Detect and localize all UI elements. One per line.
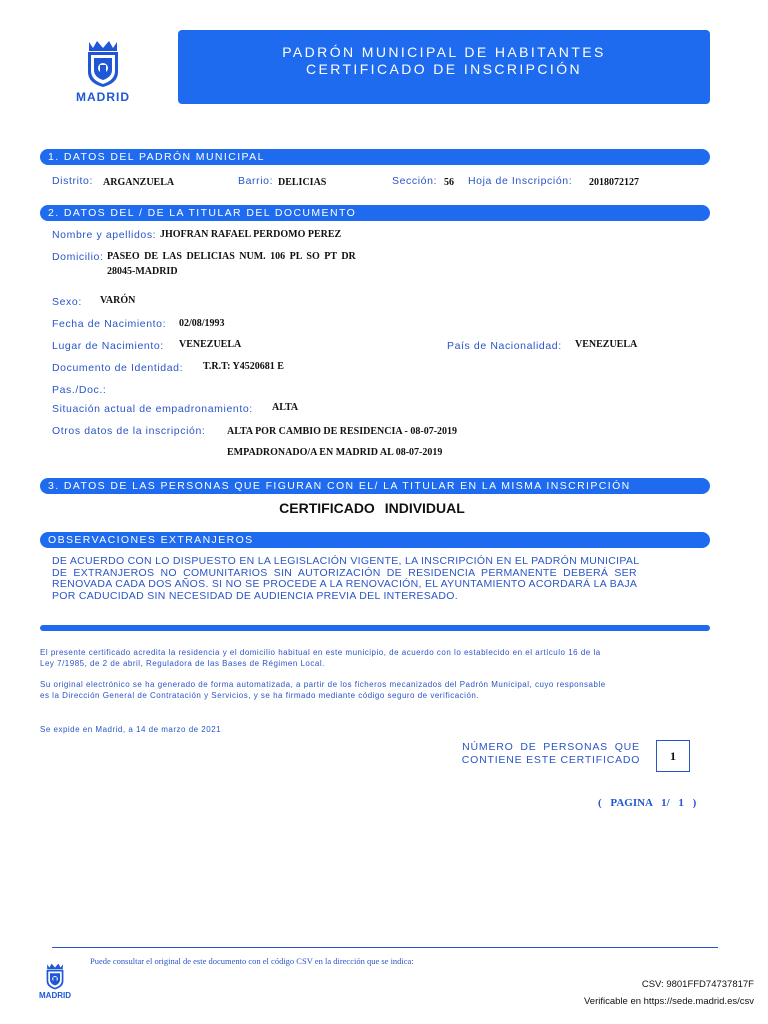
document-header (178, 30, 710, 104)
barrio-label: Barrio: (238, 175, 274, 187)
pasdoc-label: Pas./Doc.: (52, 384, 107, 396)
header-title: PADRÓN MUNICIPAL DE HABITANTES (282, 44, 606, 60)
situacion-label: Situación actual de empadronamiento: (52, 403, 253, 415)
personas-label-line2: CONTIENE ESTE CERTIFICADO (461, 754, 641, 766)
distrito-label: Distrito: (52, 175, 93, 187)
footer-logo (36, 962, 74, 1002)
domicilio-line1: PASEO DE LAS DELICIAS NUM. 106 PL SO PT DR (107, 251, 356, 262)
personas-label (455, 741, 647, 767)
situacion-value: ALTA (272, 402, 299, 413)
logo-text: MADRID (76, 90, 130, 104)
hoja-label: Hoja de Inscripción: (468, 175, 573, 187)
legal-p2-line2: es la Dirección General de Contratación y Servicios, y se ha firmado mediante código seguro de verificación. (40, 691, 480, 700)
nombre-label: Nombre y apellidos: (52, 229, 157, 241)
legal-p1-line2: Ley 7/1985, de 2 de abril, Reguladora de las Bases de Régimen Local. (40, 659, 325, 668)
lugar-label: Lugar de Nacimiento: (52, 340, 164, 352)
nombre-value: JHOFRAN RAFAEL PERDOMO PEREZ (160, 229, 342, 240)
madrid-crest-small-icon (36, 962, 74, 990)
distrito-value: ARGANZUELA (103, 177, 175, 188)
documento-label: Documento de Identidad: (52, 362, 184, 374)
otros-label: Otros datos de la inscripción: (52, 425, 206, 437)
csv-code: CSV: 9801FFD74737817F (641, 979, 754, 990)
fecha-label: Fecha de Nacimiento: (52, 318, 167, 330)
obs-line1: DE ACUERDO CON LO DISPUESTO EN LA LEGISLACIÓN VIGENTE, LA INSCRIPCIÓN EN EL PADRÓN MUNICIPAL (52, 555, 640, 567)
certificado-individual: CERTIFICADO INDIVIDUAL (279, 500, 465, 516)
otros-line1: ALTA POR CAMBIO DE RESIDENCIA - 08-07-2019 (227, 426, 458, 437)
observaciones-bar: OBSERVACIONES EXTRANJEROS (40, 532, 710, 548)
otros-line2: EMPADRONADO/A EN MADRID AL 08-07-2019 (227, 447, 443, 458)
legal-p2-line1: Su original electrónico se ha generado de forma automatizada, a partir de los ficheros mecanizados del Padrón Municipal, cuyo responsable (40, 680, 606, 689)
sexo-label: Sexo: (52, 296, 82, 308)
divider-bar (40, 625, 710, 631)
documento-value: T.R.T: Y4520681 E (203, 361, 284, 372)
legal-paragraph-2 (40, 679, 720, 701)
observaciones-text (52, 556, 662, 602)
domicilio-label: Domicilio: (52, 251, 104, 263)
fecha-value: 02/08/1993 (179, 318, 225, 329)
legal-p1-line1: El presente certificado acredita la residencia y el domicilio habitual en este municipio, de acuerdo con lo establecido en el artículo 16 de la (40, 648, 601, 657)
lugar-value: VENEZUELA (179, 339, 242, 350)
barrio-value: DELICIAS (278, 177, 327, 188)
personas-count: 1 (656, 740, 690, 772)
footer-consulta: Puede consultar el original de este documento con el código CSV en la dirección que se indica: (90, 956, 414, 966)
personas-label-line1: NÚMERO DE PERSONAS QUE (462, 741, 640, 753)
pais-value: VENEZUELA (575, 339, 638, 350)
footer-logo-text: MADRID (39, 991, 71, 1000)
section2-bar: 2. DATOS DEL / DE LA TITULAR DEL DOCUMENTO (40, 205, 710, 221)
sexo-value: VARÓN (100, 295, 136, 306)
legal-paragraph-1 (40, 647, 720, 669)
obs-line3: RENOVADA CADA DOS AÑOS. SI NO SE PROCEDE A LA RENOVACIÓN, EL AYUNTAMIENTO ACORDARÁ LA BAJA (52, 578, 638, 590)
seccion-label: Sección: (392, 175, 438, 187)
footer-divider (52, 947, 718, 948)
verificable-url[interactable]: Verificable en https://sede.madrid.es/csv (583, 996, 754, 1007)
expide-text: Se expide en Madrid, a 14 de marzo de 2021 (40, 725, 222, 734)
domicilio-line2: 28045-MADRID (107, 266, 178, 277)
pais-label: País de Nacionalidad: (447, 340, 562, 352)
seccion-value: 56 (444, 177, 454, 188)
obs-line4: POR CADUCIDAD SIN NECESIDAD DE AUDIENCIA PREVIA DEL INTERESADO. (52, 589, 458, 602)
page-indicator: ( PAGINA 1/ 1 ) (598, 797, 697, 809)
hoja-value: 2018072127 (589, 177, 639, 188)
madrid-logo (70, 38, 136, 108)
obs-line2: DE EXTRANJEROS NO COMUNITARIOS SIN AUTORIZACIÓN DE RESIDENCIA PERMANENTE DEBERÁ SER (52, 566, 637, 579)
section1-bar: 1. DATOS DEL PADRÓN MUNICIPAL (40, 149, 710, 165)
header-subtitle: CERTIFICADO DE INSCRIPCIÓN (305, 61, 583, 77)
madrid-crest-icon (70, 38, 136, 88)
section3-bar: 3. DATOS DE LAS PERSONAS QUE FIGURAN CON EL/ LA TITULAR EN LA MISMA INSCRIPCIÓN (40, 478, 710, 494)
